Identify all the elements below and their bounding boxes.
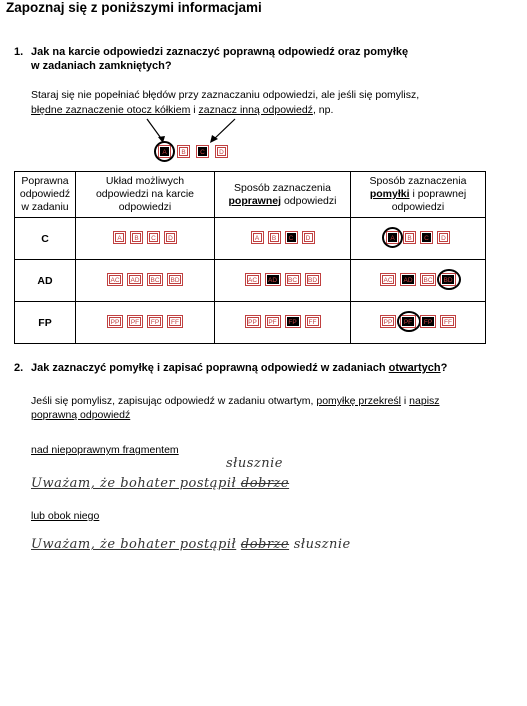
q1-number: 1. [14,46,24,58]
box-letter: A [115,233,124,242]
box-letter: AC [247,276,258,284]
example-box-c [196,145,209,158]
mistake-marking-cell [351,218,486,260]
option-box-circled [440,273,456,286]
box-letter: PP [110,318,120,326]
option-box-marked [420,315,436,328]
header-text: odpowiedzi na karcie [95,188,195,200]
option-box [403,231,416,244]
row-label: AD [15,260,76,302]
option-box [437,231,450,244]
q2-title [31,362,447,374]
paragraph-end: , np. [312,104,334,116]
option-box [130,231,143,244]
header-text: odpowiedzi [281,194,337,207]
box-letter: D [217,147,226,156]
table-row [15,218,486,260]
circle-instruction: błędne zaznaczenie otocz kółkiem [31,104,191,116]
q2-title-emphasis: otwartych [388,362,441,374]
option-box [265,315,281,328]
box-letter: PP [248,318,257,326]
conjunction: i [190,104,199,116]
header-text: Poprawna [21,175,69,187]
header-text: odpowiedzi [118,201,172,213]
header-text: i poprawnej [409,188,467,200]
example-answer-boxes [158,145,228,158]
layout-cell [76,302,215,344]
option-box [305,315,321,328]
option-box [167,315,183,328]
table-row [15,260,486,302]
box-letter: FP [288,318,297,326]
option-box [167,273,183,286]
box-letter: B [179,147,188,156]
box-letter: AC [110,276,120,284]
mistake-marking-cell [351,260,486,302]
header-correct-marking [215,172,351,218]
option-box [147,315,163,328]
q2-number: 2. [14,362,24,374]
handwritten-text: Uważam, że bohater postąpił [31,537,237,552]
box-letter: BD [307,276,318,284]
header-correct-answer [15,172,76,218]
header-mistake-marking [351,172,486,218]
box-letter: PF [268,318,277,326]
marking-table [14,171,486,344]
header-text [215,195,350,208]
option-box [440,315,456,328]
box-letter: FP [150,318,160,326]
option-box [113,231,126,244]
box-letter: BC [423,276,433,284]
crossed-out-word: dobrze [240,537,290,552]
box-letter: FF [442,317,454,326]
option-box [147,273,163,286]
q2-title-text: Jak zaznaczyć pomyłkę i zapisać poprawną odpowiedź w zadaniach [31,362,389,374]
option-box [268,231,281,244]
box-letter: B [270,233,279,242]
layout-cell [76,260,215,302]
example-arrows [140,115,250,147]
option-box [147,231,160,244]
box-letter: A [388,233,397,242]
header-layout [76,172,215,218]
option-box [302,231,315,244]
write-instruction: napisz [409,395,440,407]
header-text: w zadaniu [21,201,69,213]
option-box [251,231,264,244]
box-letter: C [422,233,431,242]
box-letter: FF [307,317,319,326]
option-box [380,315,396,328]
example-box-a [158,145,171,158]
page-title: Zapoznaj się z poniższymi informacjami [6,0,262,15]
header-text: Układ możliwych [105,175,185,187]
correction-above: słusznie [226,456,284,471]
header-text: odpowiedzi [391,201,445,213]
box-letter: AD [130,276,140,284]
conjunction: i [401,395,410,407]
handwritten-sentence-2 [31,537,351,552]
cross-out-instruction: pomyłkę przekreśl [316,395,401,407]
q1-title-line1: Jak na karcie odpowiedzi zaznaczyć poprawną odpowiedź oraz pomyłkę [31,46,409,58]
option-box [245,315,261,328]
box-letter: AD [267,276,278,284]
table-row [15,302,486,344]
box-letter: AC [383,276,393,284]
beside-label: lub obok niego [31,510,100,522]
option-box-circled [386,231,399,244]
q2-title-end: ? [440,362,448,374]
box-letter: BC [150,276,160,284]
correct-marking-cell [215,218,351,260]
header-text: Sposób zaznaczenia [234,181,331,194]
table-header-row [15,172,486,218]
box-letter: BC [287,276,298,284]
option-box [420,273,436,286]
box-letter: C [149,233,158,242]
option-box-marked [420,231,433,244]
above-label: nad niepoprawnym fragmentem [31,444,179,456]
header-text [351,188,485,201]
q2-paragraph-line2: poprawną odpowiedź [31,409,131,421]
option-box-marked [265,273,281,286]
row-label: C [15,218,76,260]
example-box-b [177,145,190,158]
box-letter: D [304,233,313,242]
layout-cell [76,218,215,260]
header-text: odpowiedź [19,188,71,200]
option-box [127,273,143,286]
q1-title-line2: w zadaniach zamkniętych? [31,60,172,72]
correct-marking-cell [215,260,351,302]
header-emphasis: poprawnej [228,194,282,207]
box-letter: D [439,233,448,242]
option-box [245,273,261,286]
handwritten-sentence-1 [31,476,289,491]
option-box-marked [285,231,298,244]
correction-beside: słusznie [293,537,351,552]
box-letter: PP [383,318,393,326]
handwritten-text: Uważam, że bohater postąpił [31,476,237,491]
option-box [164,231,177,244]
header-emphasis: pomyłki [369,188,410,200]
box-letter: BD [170,276,180,284]
box-letter: C [198,147,207,156]
option-box [285,273,301,286]
example-box-d [215,145,228,158]
option-box [305,273,321,286]
correct-marking-cell [215,302,351,344]
q2-paragraph-text: Jeśli się pomylisz, zapisując odpowiedź w zadaniu otwartym, [31,395,317,407]
q1-paragraph-line1: Staraj się nie popełniać błędów przy zaznaczaniu odpowiedzi, ale jeśli się pomylisz, [31,89,420,101]
crossed-out-word: dobrze [240,476,290,491]
box-letter: B [405,233,414,242]
q2-paragraph-line1 [31,394,440,409]
option-box [107,315,123,328]
mistake-marking-cell [351,302,486,344]
box-letter: AD [403,276,413,284]
option-box [107,273,123,286]
option-box-marked [285,315,301,328]
box-letter: FP [423,318,433,326]
header-text: Sposób zaznaczenia [369,175,467,187]
box-letter: BD [443,276,453,284]
box-letter: A [253,233,262,242]
box-letter: PF [403,318,413,326]
box-letter: C [287,233,296,242]
mark-other-instruction: zaznacz inną odpowiedź [198,104,313,116]
row-label: FP [15,302,76,344]
option-box-circled [400,315,416,328]
box-letter: A [160,147,169,156]
box-letter: D [166,233,175,242]
box-letter: FF [169,317,181,326]
box-letter: B [132,233,141,242]
option-box [127,315,143,328]
option-box [380,273,396,286]
box-letter: PF [130,318,140,326]
option-box-marked [400,273,416,286]
